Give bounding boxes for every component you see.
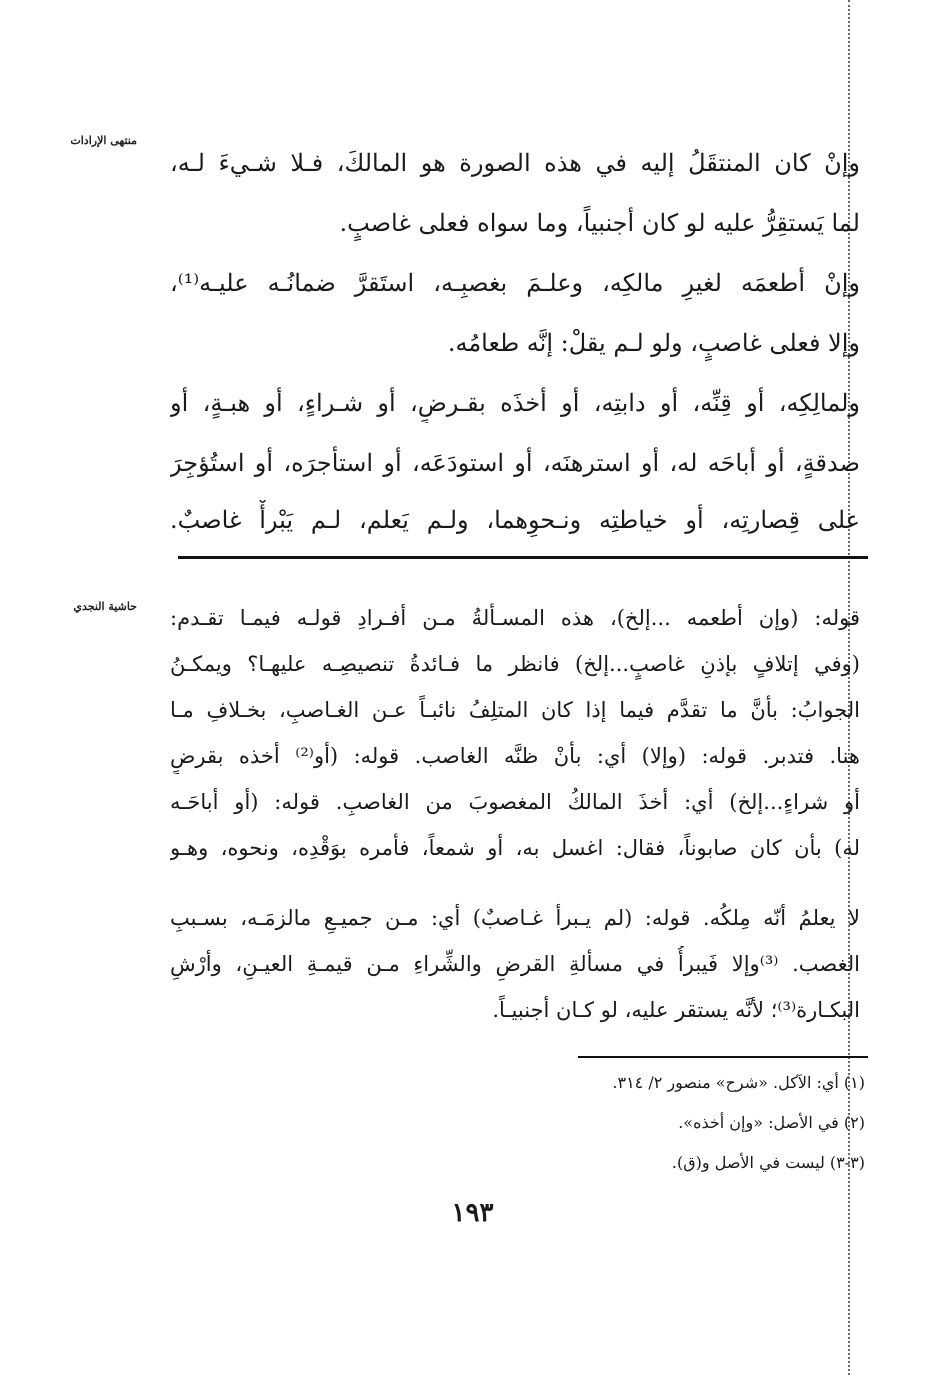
main-line: وإنْ كان المنتقَلُ إليه في هذه الصورة هو المالكَ، فـلا شـيءَ لـه، [170,149,860,177]
footnote: (١) أي: الآكل. «شرح» منصور ٢/ ٣١٤. [612,1073,865,1092]
main-line: على قِصارتِه، أو خياطتِه ونـحوِهما، ولـم يَعلم، لـم يَبْرأْ غاصبٌ. [170,506,860,534]
main-line: لما يَستقِرُّ عليه لو كان أجنبياً، وما سواه فعلى غاصبٍ. [339,209,860,237]
commentary-line: البكـارة⁽³⁾؛ لأنَّه يستقر عليه، لو كـان أجنبيـاً. [492,998,860,1022]
commentary-line: الجوابُ: بأنَّ ما تقدَّم فيما إذا كان المتلِفُ نائبـاً عـن الغـاصبِ، بخـلافِ مـا [170,698,860,722]
page-number: ١٩٣ [451,1198,494,1228]
footnote: (٣-٣) ليست في الأصل و(ق). [671,1153,865,1172]
commentary-line: قوله: (وإن أطعمه ...إلخ)، هذه المسـألةُ مـن أفـرادِ قولـه فيمـا تقـدم: [170,606,860,630]
main-line: وإلا فعلى غاصبٍ، ولو لـم يقلْ: إنَّه طعامُه. [447,329,860,357]
commentary-line: لا يعلمُ أنّه مِلكُه. قوله: (لم يـبرأ غـاصبٌ) أي: مـن جميـعِ مالزمَـه، بسـببِ [170,906,860,930]
commentary-line: (وفي إتلافٍ بإذنِ غاصبٍ...إلخ) فانظر ما فـائدةُ تنصيصِـه عليهـا؟ ويمكـنُ [170,652,860,676]
footnote: (٢) في الأصل: «وإن أخذه». [678,1113,865,1132]
main-line: وإنْ أطعمَه لغيرِ مالكِه، وعلـمَ بغصبِـه، استَقرَّ ضمانُـه عليـه⁽¹⁾، [170,269,860,297]
footnote-divider [578,1056,868,1058]
commentary-line: أو شراءٍ...إلخ) أي: أخذَ المالكُ المغصوبَ من الغاصبِ. قوله: (أو أباحَـه [170,790,860,814]
section-divider [178,556,868,559]
commentary-line: الغصب. ⁽³⁾وإلا فَيبرأُ في مسألةِ القرضِ والشِّراءِ مـن قيمـةِ العيـنِ، وأرْشِ [170,952,860,976]
main-line: ولمالِكِه، أو قِنِّه، أو دابتِه، أو أخذَه بقـرضٍ، أو شـراءٍ، أو هبـةٍ، أو [170,389,860,417]
main-text-source-label: منتهى الإرادات [70,134,137,147]
main-line: صدقةٍ، أو أباحَه له، أو استرهنَه، أو استودَعَه، أو استأجرَه، أو استُؤجِرَ [170,449,860,477]
commentary-line: هنا. فتدبر. قوله: (وإلا) أي: بأنْ ظنَّه الغاصب. قوله: (أو⁽²⁾ أخذه بقرضٍ [170,744,860,768]
commentary-source-label: حاشية النجدي [73,600,137,613]
commentary-line: له) بأن كان صابوناً، فقال: اغسل به، أو شمعاً، فأمره بوَقْدِه، ونحوه، وهـو [170,836,860,860]
